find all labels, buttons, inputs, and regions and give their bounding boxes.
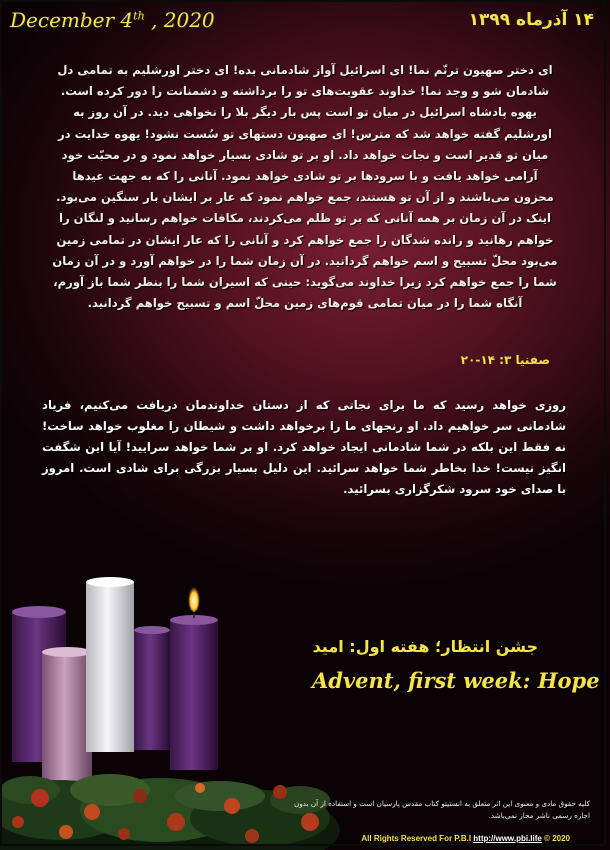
footer-rights: All Rights Reserved For P.B.I http://www.pbi.life © 2020 xyxy=(361,834,570,843)
scripture-passage: ای دختر صهیون ترنّم نما! ای اسرائیل آواز شادمانی بده! ای دختر اورشلیم به تمامی دل شادمان شو و وجد نما! خداوند عقوبت‌های تو را برداشته و دشمنانت را دور کرده است. یهوه پادشاه اسرائیل در میان تو است پس بار دیگر بلا را نخواهی دید. در آن روز به اورشلیم گفته خواهد شد که مترس! ای صهیون دستهای تو سُست نشود! یهوه خدایت در میان تو قدیر است و نجات خواهد داد. او بر تو شادی بسیار خواهد نمود و در محبّت خود آرامی خواهد یافت و با سرودها بر تو شادی خواهد نمود. آنانی را که به جهت عیدها محزون می‌باشند و از آن تو هستند، جمع خواهم نمود که عار بر ایشان بار سنگین می‌بود. اینک در آن زمان بر همه آنانی که بر تو ظلم می‌کردند، مکافات خواهم رسانید و لنگان را خواهم رهانید و رانده شدگان را جمع خواهم کرد و آنانی را که عار ایشان در تمامی زمین می‌بود محلّ تسبیح و اسم خواهم گردانید. در آن زمان شما را در خواهم آورد و در آن زمان شما را جمع خواهم کرد زیرا خداوند می‌گوید: حینی که اسیران شما را بنظر شما باز آورم، آنگاه شما را در میان تمامی قوم‌های زمین محلّ اسم و تسبیح خواهم گردانید. xyxy=(52,63,558,311)
copyright-persian: کلیه حقوق مادی و معنوی این اثر متعلق به انستیتو کتاب مقدس پارسیان است و استفاده از آن بدون اجازه رسمی ناشر مجاز نمی‌باشد. xyxy=(294,799,590,820)
reflection-text: روزی خواهد رسید که ما برای نجاتی که از دستان خداوندمان دریافت می‌کنیم، فریاد شادمانی سر خواهیم داد. او رنجهای ما را برخواهد داشت و شیطان را مغلوب خواهد ساخت! نه فقط این بلکه در شما شادمانی ایجاد خواهد کرد. او بر شما خواهد سرایید! آیا این شگفت انگیز نیست! خدا بخاطر شما خواهد سرائید. این دلیل بسیار بزرگی برای شادی است. امروز با صدای خود سرود شکرگزاری بسرائید. xyxy=(42,398,566,496)
candle-white xyxy=(86,577,134,752)
candle-purple-lit xyxy=(170,584,218,770)
wreath-greenery xyxy=(0,774,340,850)
candle-purple-back xyxy=(134,626,170,750)
footer-link[interactable]: http://www.pbi.life xyxy=(473,834,542,843)
advent-title-english: Advent, first week: Hope xyxy=(312,668,600,693)
scripture-reference: صفنیا ۳: ۱۴-۲۰ xyxy=(460,353,550,367)
advent-wreath-image xyxy=(0,560,340,850)
date-english: December 4th , 2020 xyxy=(10,8,215,32)
candle-pink xyxy=(42,647,92,782)
candle-flame xyxy=(188,584,200,612)
advent-title-persian: جشن انتظار؛ هفته اول: امید xyxy=(312,637,538,656)
date-persian: ۱۴ آذرماه ۱۳۹۹ xyxy=(468,10,594,30)
